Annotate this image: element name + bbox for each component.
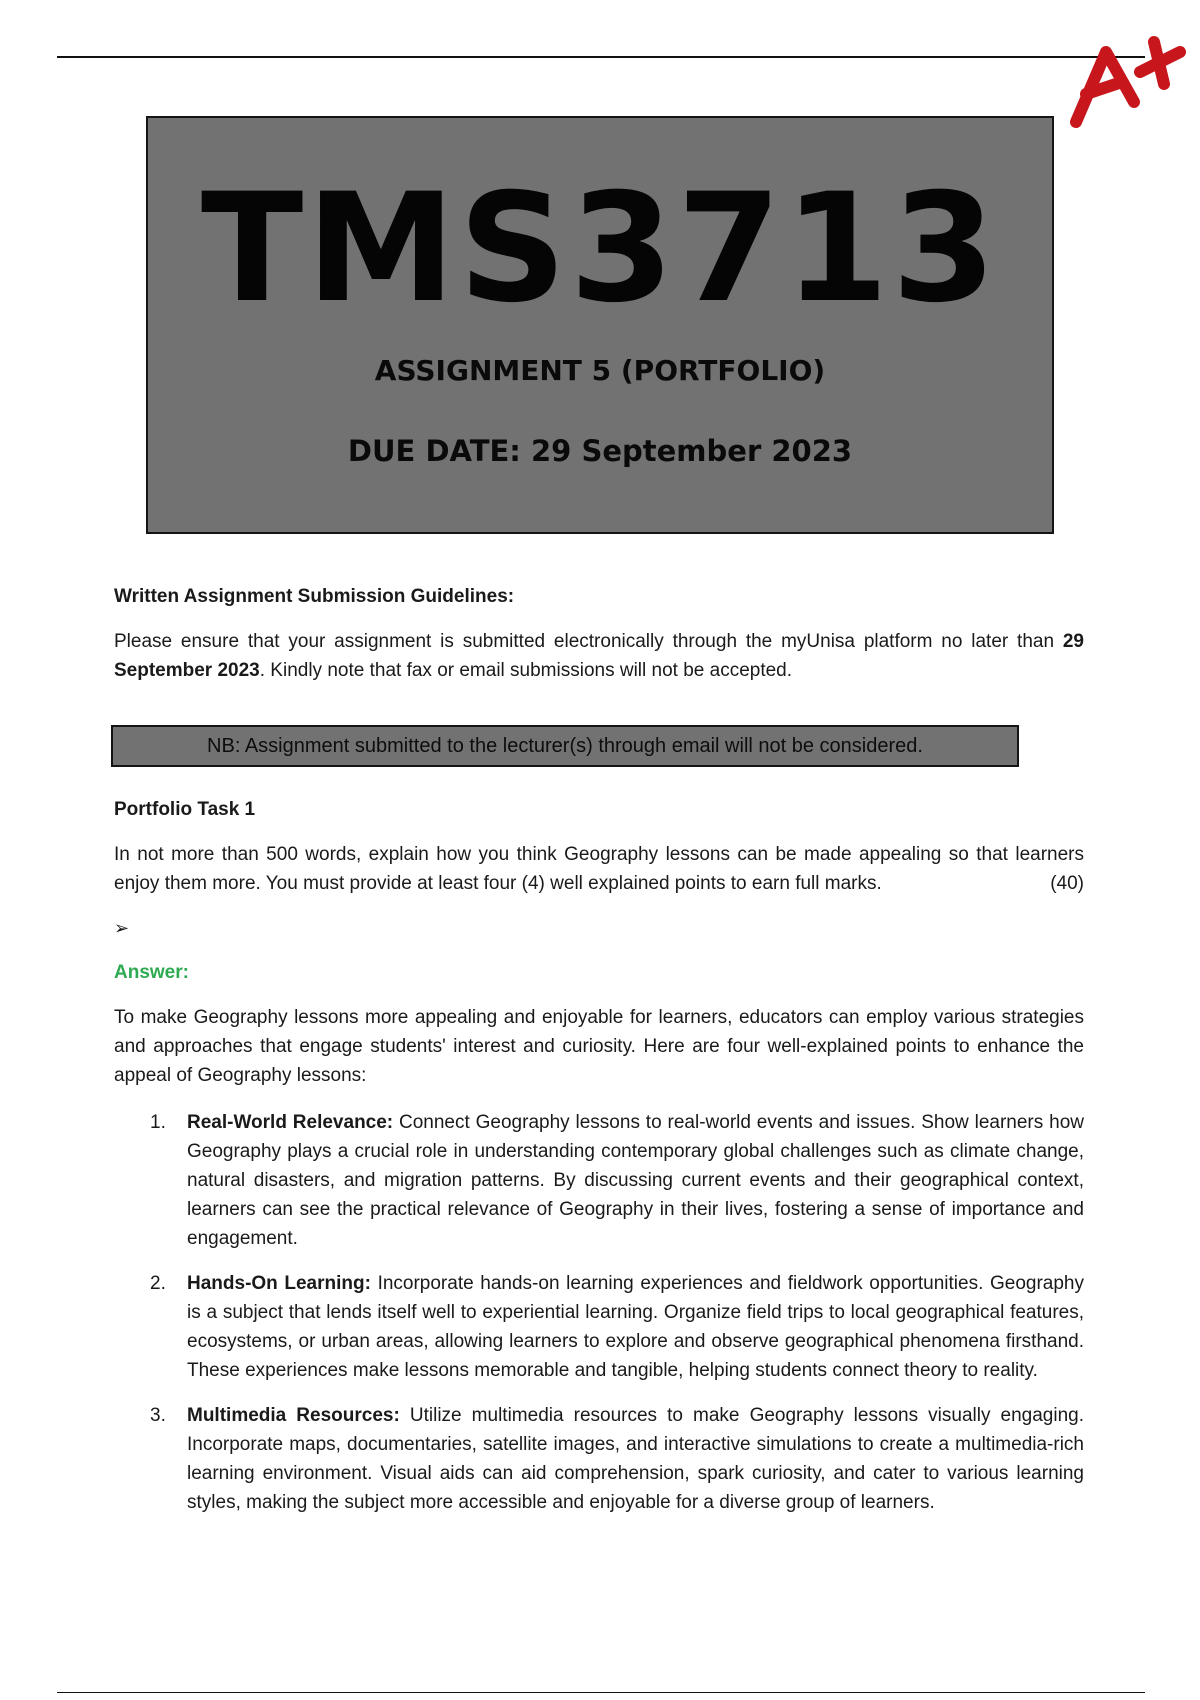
guidelines-heading: Written Assignment Submission Guidelines:: [114, 586, 515, 607]
answer-points-list: [114, 1108, 1084, 1517]
point-term: Real-World Relevance:: [187, 1112, 394, 1133]
arrow-bullet-icon: ➢: [114, 918, 130, 938]
task-question-text: In not more than 500 words, explain how you think Geography lessons can be made appealing so that learners enjoy them more. You must provide at least four (4) well explained points to earn full marks.: [114, 844, 1084, 894]
task-heading: Portfolio Task 1: [114, 799, 256, 820]
list-item: [114, 1108, 1084, 1253]
point-number: 3.: [150, 1405, 166, 1426]
top-divider: [57, 56, 1145, 58]
guidelines-text: [114, 627, 1084, 685]
point-number: 1.: [150, 1112, 166, 1133]
guidelines-due-date: 29 September 2023: [114, 631, 1084, 681]
list-item: [114, 1401, 1084, 1517]
point-number: 2.: [150, 1273, 166, 1294]
guidelines-text-after: . Kindly note that fax or email submissions will not be accepted.: [259, 660, 793, 681]
point-term: Multimedia Resources:: [187, 1405, 400, 1426]
answer-intro: To make Geography lessons more appealing and enjoyable for learners, educators can employ various strategies and approaches that engage students' interest and curiosity. Here are four well-explained points to enhance the appeal of Geography lessons:: [114, 1007, 1084, 1086]
answer-label: Answer:: [114, 962, 189, 983]
list-item: [114, 1269, 1084, 1385]
task-question: [114, 840, 1084, 898]
bottom-divider: [57, 1692, 1145, 1693]
nb-notice: NB: Assignment submitted to the lecturer(s) through email will not be considered.: [111, 725, 1019, 767]
assignment-title: ASSIGNMENT 5 (PORTFOLIO): [374, 354, 826, 387]
point-text: Connect Geography lessons to real-world events and issues. Show learners how Geography plays a crucial role in understanding contemporary global challenges such as climate change, natural disasters, and migration patterns. By discussing current events and their geographical context, learners can see the practical relevance of Geography in their lives, fostering a sense of importance and engagement.: [187, 1112, 1084, 1249]
point-text: Utilize multimedia resources to make Geography lessons visually engaging. Incorporate maps, documentaries, satellite images, and interactive simulations to create a multimedia-rich learning environment. Visual aids can aid comprehension, spark curiosity, and cater to various learning styles, making the subject more accessible and enjoyable for a diverse group of learners.: [187, 1405, 1084, 1513]
title-banner: [146, 116, 1054, 534]
document-body: [114, 582, 1084, 1533]
point-term: Hands-On Learning:: [187, 1273, 371, 1294]
course-code: TMS3713: [200, 162, 1000, 336]
due-date: DUE DATE: 29 September 2023: [347, 434, 853, 468]
task-marks: (40): [1050, 873, 1084, 894]
grade-stamp-a-plus: [1066, 30, 1186, 130]
point-text: Incorporate hands-on learning experiences and fieldwork opportunities. Geography is a subject that lends itself well to experiential learning. Organize field trips to local geographical features, ecosystems, or urban areas, allowing learners to explore and observe geographical phenomena firsthand. These experiences make lessons memorable and tangible, helping students connect theory to reality.: [187, 1273, 1084, 1381]
guidelines-text-before: Please ensure that your assignment is submitted electronically through the myUnisa platform no later than: [114, 631, 1063, 652]
